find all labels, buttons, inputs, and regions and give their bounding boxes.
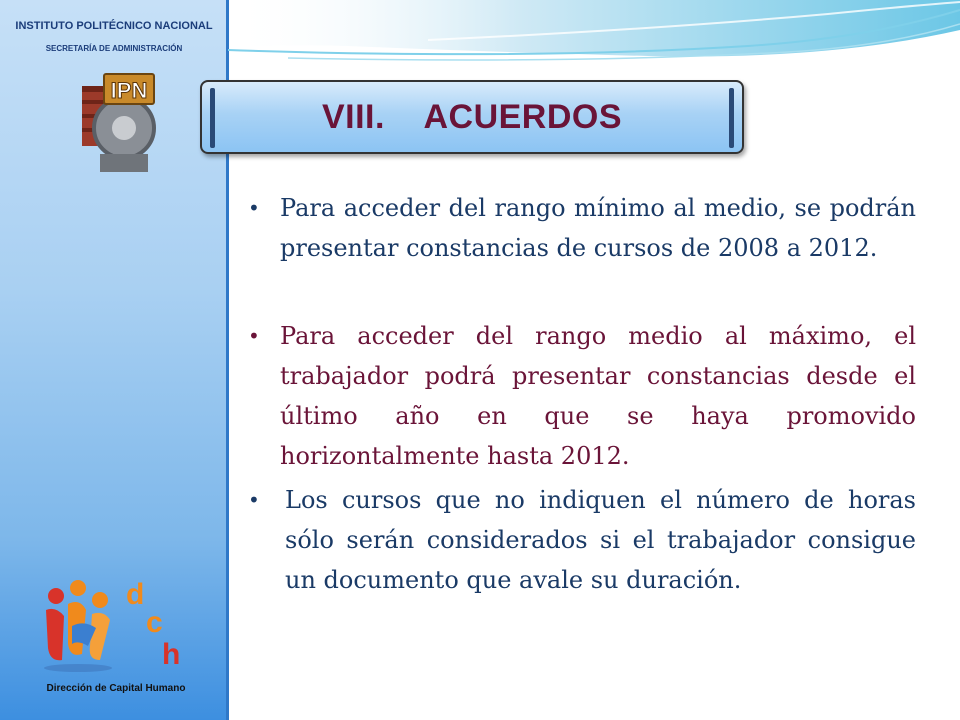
bullet-item	[248, 480, 916, 600]
title-banner	[200, 80, 744, 154]
dch-letter-h: h	[162, 638, 181, 671]
person-icon	[92, 592, 108, 608]
ipn-logo	[78, 68, 158, 178]
institution-name: INSTITUTO POLITÉCNICO NACIONAL	[15, 20, 213, 32]
bullet-text: Para acceder del rango medio al máximo, el trabajador podrá presentar constancias desde el último año en que se haya promovido horizontalmente hasta 2012.	[280, 322, 916, 470]
dch-logo	[38, 568, 198, 678]
bullet-item	[248, 188, 916, 268]
dch-caption: Dirección de Capital Humano	[46, 683, 186, 694]
dch-letter-c: c	[146, 606, 163, 639]
ipn-logo-text: IPN	[110, 78, 148, 103]
slide-title: VIII. ACUERDOS	[321, 97, 623, 136]
dch-letter-d: d	[126, 578, 145, 611]
person-icon	[70, 580, 86, 596]
bullet-dot: •	[248, 488, 260, 512]
bullet-dot: •	[248, 196, 260, 220]
bullet-text: Los cursos que no indiquen el número de horas sólo serán considerados si el trabajador consigue un documento que avale su duración.	[285, 486, 916, 594]
header-waves	[228, 0, 960, 80]
person-icon	[48, 588, 64, 604]
bullet-item	[248, 316, 916, 476]
bullet-dot: •	[248, 324, 260, 348]
bullet-text: Para acceder del rango mínimo al medio, se podrán presentar constancias de cursos de 2008 a 2012.	[280, 194, 916, 262]
department-name: SECRETARÍA DE ADMINISTRACIÓN	[45, 44, 183, 53]
